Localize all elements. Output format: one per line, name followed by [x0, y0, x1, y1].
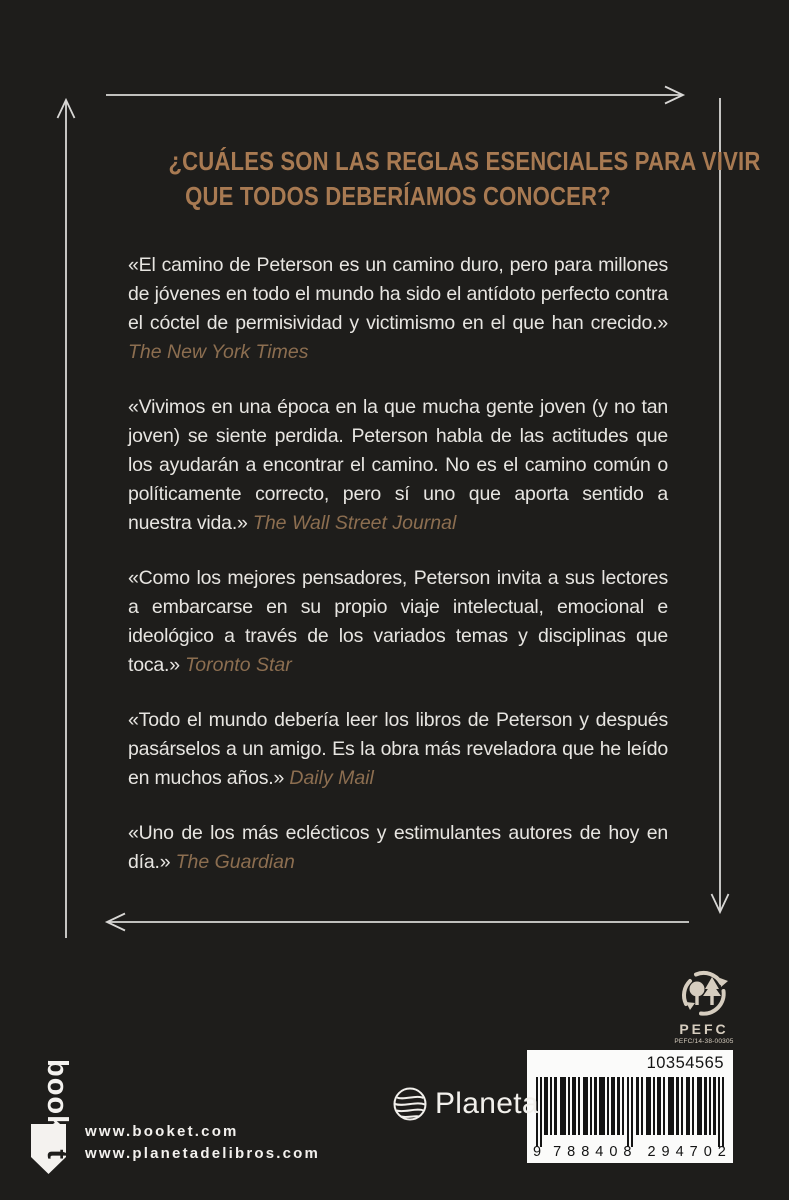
- quote-source: The Guardian: [175, 851, 295, 873]
- ean-prefix: 9: [533, 1144, 542, 1160]
- product-code: 10354565: [646, 1054, 724, 1072]
- quote-text: «Uno de los más eclécticos y estimulantes autores de hoy en día.»: [128, 822, 668, 873]
- imprint-name: [42, 1059, 71, 1160]
- pefc-logo-icon: [676, 968, 732, 1020]
- imprint-word-end: t: [41, 1149, 73, 1161]
- arrow-up-icon: [58, 100, 75, 938]
- heading-line-2: QUE TODOS DEBERÍAMOS CONOCER?: [185, 181, 611, 211]
- pefc-certification: [670, 968, 738, 1045]
- quote-source: The Wall Street Journal: [252, 512, 457, 534]
- press-quote: [128, 819, 668, 877]
- press-quote: [128, 393, 668, 538]
- planeta-globe-icon: [392, 1086, 428, 1122]
- quote-text: «Como los mejores pensadores, Peterson invita a sus lectores a embarcarse en su propio viaje intelectual, emocional e ideológico a través de los variados temas y disciplinas que toca.»: [128, 567, 668, 676]
- arrow-down-icon: [712, 98, 729, 912]
- ean-group-2: 294702: [647, 1144, 732, 1160]
- publisher-name: Planeta: [435, 1087, 539, 1120]
- ean-barcode-icon: [536, 1077, 724, 1147]
- quote-text: «El camino de Peterson es un camino duro, pero para millones de jóvenes en todo el mundo ha sido el antídoto perfecto contra el cóctel de permisividad y victimismo en el que han crecido.»: [128, 254, 668, 334]
- ean-number: [533, 1144, 732, 1160]
- pefc-label: PEFC: [679, 1021, 729, 1037]
- arrow-left-icon: [107, 914, 689, 931]
- website-url: www.planetadelibros.com: [85, 1145, 321, 1162]
- quote-source: The New York Times: [128, 341, 309, 363]
- barcode-panel: [527, 1050, 733, 1163]
- heading-line-1: ¿CUÁLES SON LAS REGLAS ESENCIALES PARA VIVIR: [168, 146, 761, 176]
- ean-group-1: 788408: [553, 1144, 638, 1160]
- pefc-cert-number: PEFC/14-38-00305: [674, 1038, 734, 1045]
- quote-text: «Vivimos en una época en la que mucha gente joven (y no tan joven) se siente perdida. Peterson habla de las actitudes que los ayudarán a encontrar el camino. No es el camino común o políticamente correcto, pero sí uno que aporta sentido a nuestra vida.»: [128, 396, 668, 534]
- publisher-logo: [392, 1086, 539, 1122]
- quote-text: «Todo el mundo debería leer los libros de Peterson y después pasárselos a un amigo. Es la obra más reveladora que he leído en muchos años.»: [128, 709, 668, 789]
- press-quote: [128, 564, 668, 680]
- arrow-right-icon: [106, 87, 683, 104]
- press-quote: [128, 251, 668, 367]
- websites: [85, 1121, 320, 1165]
- quote-source: Toronto Star: [185, 654, 292, 676]
- imprint-word-start: booke: [41, 1059, 73, 1150]
- website-url: www.booket.com: [85, 1123, 239, 1140]
- quote-source: Daily Mail: [289, 767, 374, 789]
- page-title: [168, 144, 761, 214]
- press-quote: [128, 706, 668, 793]
- press-quotes: [128, 251, 668, 903]
